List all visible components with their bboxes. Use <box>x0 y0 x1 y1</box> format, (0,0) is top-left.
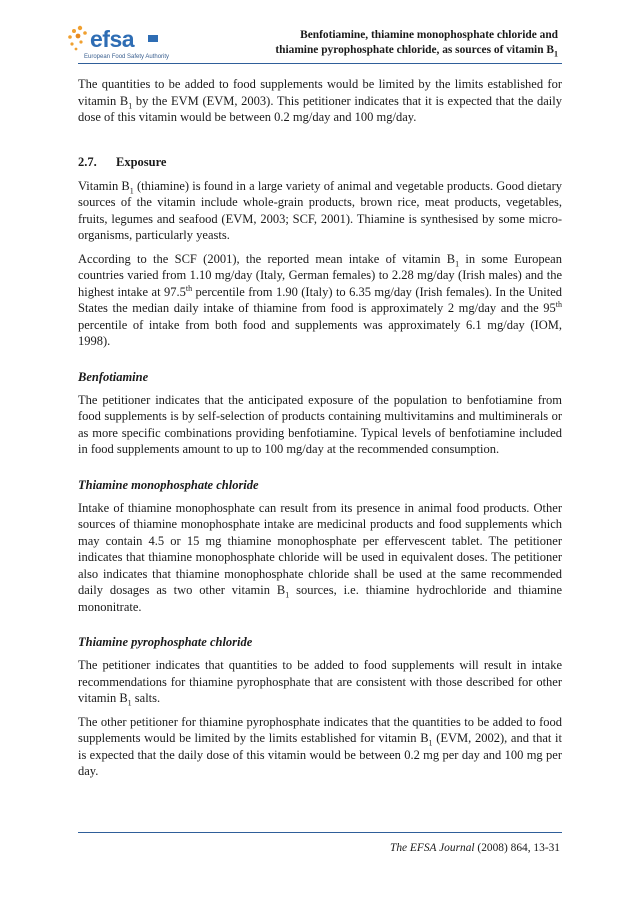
pyrophosphate-paragraph-2: The other petitioner for thiamine pyrophosphate indicates that the quantities to be added to food supplements would be limited by the limits established for vitamin $B_1$ (EVM, 2002), and that it is expected that the daily dose of this vitamin would be between 0.2 mg per day and 100 mg per day. <box>78 714 562 778</box>
subheading-thiamine-monophosphate: Thiamine monophosphate chloride <box>78 477 259 492</box>
logo-block-icon <box>148 35 158 42</box>
page-content <box>78 76 562 787</box>
pyrophosphate-paragraph-1: The petitioner indicates that quantities to be added to food supplements will result in intake recommendations for thiamine pyrophosphate that are consistent with those described for other vitamin $B_1$ salts. <box>78 658 562 708</box>
document-running-title <box>275 28 558 58</box>
section-heading-exposure <box>78 154 562 170</box>
exposure-paragraph-2: According to the SCF (2001), the reported mean intake of vitamin $B_1$ in some European countries varied from 1.10 mg/day (Italy, German females) to 2.28 mg/day (Irish males) and the highest intake at 97.5th percentile from 1.90 (Italy) to 6.35 mg/day (Irish females). In the United States the median daily intake of thiamine from food is approximately 2 mg/day and the 95th percentile of intake from both food and supplements was approximately 6.1 mg/day (IOM, 1998). <box>78 251 562 348</box>
page-header <box>0 0 638 72</box>
journal-name: The EFSA Journal <box>389 842 475 854</box>
header-divider <box>78 63 562 64</box>
section-number: 2.7. <box>78 154 97 169</box>
benfotiamine-paragraph: The petitioner indicates that the anticipated exposure of the population to benfotiamine from food supplements is by self-selection of products containing multivitamins and multiminerals or as more specific combinations providing benfotiamine. Typical levels of benfotiamine included in food supplements amount to up to 100 mg/day at the recommended consumption. <box>78 392 562 456</box>
monophosphate-paragraph: Intake of thiamine monophosphate can result from its presence in animal food products. Other sources of thiamine monophosphate intake are medicinal products and food supplements which may contain 4.5 or 15 mg thiamine monophosphate per effervescent tablet. The petitioner indicates that thiamine monophosphate chloride will be used in equivalent doses. The petitioner also indicates that thiamine monophosphate chloride shall be used at the same recommended daily dosages as two other vitamin $B_1$ sources, i.e. thiamine hydrochloride and thiamine mononitrate. <box>78 500 562 614</box>
logo-tagline: European Food Safety Authority <box>84 54 170 60</box>
section-title: Exposure <box>116 154 167 169</box>
subheading-benfotiamine: Benfotiamine <box>78 369 149 384</box>
page-footer <box>390 842 560 854</box>
exposure-paragraph-1: Vitamin $B_1$ (thiamine) is found in a large variety of animal and vegetable products. Good dietary sources of the vitamin include whole-grain products, brown rice, meat products, vegetables, fruits, legumes and seafood (EVM, 2003; SCF, 2001). Thiamine is synthesised by some micro-organisms, particularly yeasts. <box>78 178 562 242</box>
logo-dots-icon <box>66 24 90 54</box>
running-title-line-2: thiamine pyrophosphate chloride, as sources of vitamin $B_1$ <box>275 44 558 59</box>
subheading-thiamine-pyrophosphate: Thiamine pyrophosphate chloride <box>78 635 253 649</box>
efsa-logo <box>66 22 206 66</box>
intro-paragraph: The quantities to be added to food supplements would be limited by the limits established for vitamin $B_1$ by the EVM (EVM, 2003). This petitioner indicates that it is expected that the daily dose of this vitamin would be between 0.2 mg/day and 100 mg/day. <box>78 77 562 124</box>
journal-citation: (2008) 864, 13-31 <box>474 842 560 854</box>
running-title-line-1: Benfotiamine, thiamine monophosphate chloride and <box>300 29 558 41</box>
footer-divider <box>78 832 562 833</box>
logo-wordmark: efsa <box>90 26 135 52</box>
